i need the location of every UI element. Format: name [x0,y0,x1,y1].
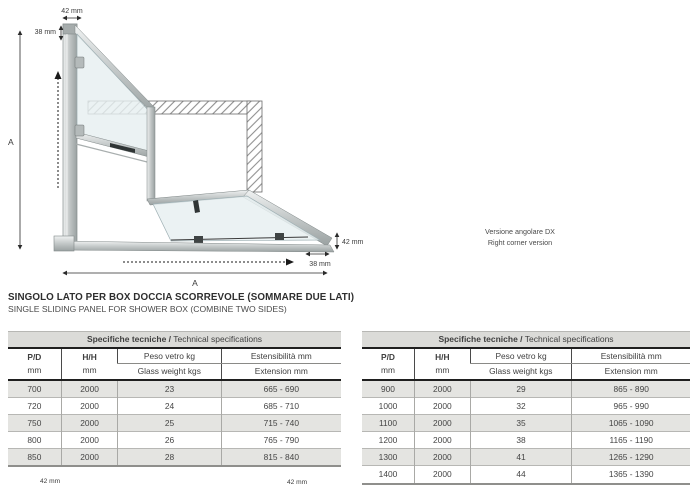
table-cell: 700 [8,380,61,398]
table-cell: 685 - 710 [221,397,341,414]
svg-text:38 mm: 38 mm [309,261,331,268]
corner-post [147,107,155,201]
spec-table-left [8,331,341,467]
table-row [362,466,690,484]
col-header-extension-en: Extension mm [221,363,341,380]
svg-text:A: A [8,137,14,147]
table-cell: 1400 [362,466,414,484]
table-cell: 25 [118,414,221,431]
roller-left [194,236,203,243]
table-cell: 1165 - 1190 [572,432,690,449]
table-cell: 26 [118,432,221,449]
table-cell: 2000 [414,466,470,484]
spec-table-left-body [8,380,341,467]
table-cell: 2000 [414,380,470,398]
table-cell: 815 - 840 [221,449,341,467]
svg-text:A: A [192,278,198,288]
col-header-weight-it: Peso vetro kg [118,348,221,364]
table-cell: 29 [470,380,572,398]
table-row [8,432,341,449]
section-heading [8,292,568,314]
table-cell: 1200 [362,432,414,449]
table-cell: 850 [8,449,61,467]
col-header-weight-it: Peso vetro kg [470,348,572,364]
table-cell: 900 [362,380,414,398]
col-header-pd: P/D mm [27,351,42,375]
table-cell: 23 [118,380,221,398]
table-cell: 1300 [362,449,414,466]
table-cell: 35 [470,414,572,431]
svg-text:38 mm: 38 mm [34,29,56,36]
table-cell: 2000 [61,380,118,398]
dim-height-A [8,31,20,249]
table-cell: 38 [470,432,572,449]
table-cell: 865 - 890 [572,380,690,398]
table-cell: 750 [8,414,61,431]
svg-text:Right corner version: Right corner version [487,238,553,247]
table-row [8,414,341,431]
table-cell: 1065 - 1090 [572,414,690,431]
col-header-extension-en: Extension mm [572,363,690,380]
footer-dim-right: 42 mm [287,479,308,486]
footer-dim-left: 42 mm [40,478,61,485]
roller-right [275,233,284,240]
table-cell: 1365 - 1390 [572,466,690,484]
table-cell: 2000 [61,397,118,414]
glass-panel-lower [147,190,332,246]
table-cell: 1000 [362,397,414,414]
table-row [8,380,341,398]
table-row [362,414,690,431]
table-band-title: Specifiche tecniche / Technical specifications [8,332,341,348]
table-cell: 24 [118,397,221,414]
table-cell: 2000 [414,414,470,431]
table-cell: 715 - 740 [221,414,341,431]
col-header-hh: H/H mm [414,348,470,380]
table-cell: 2000 [414,449,470,466]
title-english: SINGLE SLIDING PANEL FOR SHOWER BOX (COMBINE TWO SIDES) [8,304,287,314]
svg-text:42 mm: 42 mm [61,8,83,15]
col-header-weight-en: Glass weight kgs [137,365,201,376]
table-cell: 2000 [61,414,118,431]
glass-panel-upper [75,25,155,164]
dim-right-profile-height [337,233,364,249]
table-cell: 32 [470,397,572,414]
title-italian: SINGOLO LATO PER BOX DOCCIA SCORREVOLE (SOMMARE DUE LATI) [8,292,355,303]
table-cell: 720 [8,397,61,414]
dim-top-wall-thickness [35,26,61,40]
col-header-weight-en: Glass weight kgs [489,365,553,376]
hinge-top [75,57,84,68]
dim-right-wall-thickness [306,254,331,268]
table-row [8,449,341,467]
col-header-hh: H/H mm [61,348,118,380]
table-cell: 2000 [61,449,118,467]
spec-table-right [362,331,690,485]
table-row [8,397,341,414]
table-cell: 41 [470,449,572,466]
dim-top-profile-width [61,8,83,18]
table-cell: 28 [118,449,221,467]
table-row [362,397,690,414]
table-cell: 2000 [61,432,118,449]
hinge-bottom [75,125,84,136]
table-cell: 2000 [414,397,470,414]
table-cell: 800 [8,432,61,449]
table-cell: 1265 - 1290 [572,449,690,466]
table-cell: 2000 [414,432,470,449]
table-cell: 765 - 790 [221,432,341,449]
col-header-extension-it: Estensibilità mm [572,348,690,364]
table-cell: 965 - 990 [572,397,690,414]
svg-text:42 mm: 42 mm [342,239,364,246]
svg-text:Versione angolare DX: Versione angolare DX [485,227,555,236]
dim-width-A [63,273,327,288]
table-cell: 44 [470,466,572,484]
table-row [362,380,690,398]
table-cell: 1100 [362,414,414,431]
spec-table-right-body [362,380,690,484]
table-cell: 665 - 690 [221,380,341,398]
col-header-extension-it: Estensibilità mm [221,348,341,364]
table-row [362,432,690,449]
col-header-pd: P/D mm [381,351,395,375]
table-band-title: Specifiche tecniche / Technical specifications [362,332,690,348]
version-caption [485,227,555,247]
table-row [362,449,690,466]
